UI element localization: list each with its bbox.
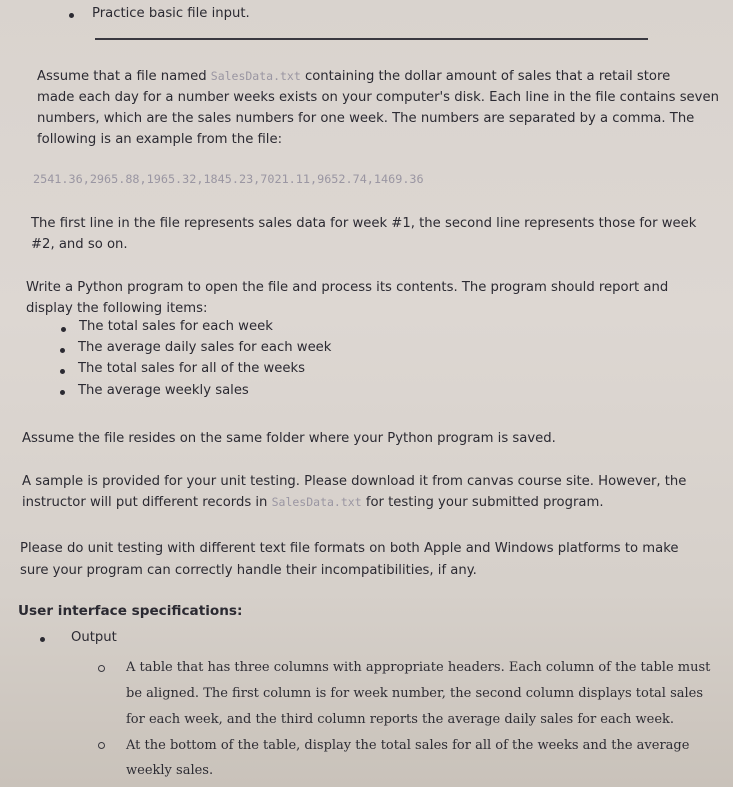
p1-line4: following is an example from the file: <box>37 132 283 147</box>
circle-bullet <box>98 665 105 672</box>
p3-line2: display the following items: <box>26 301 208 316</box>
p1-line3: numbers, which are the sales numbers for one week. The numbers are separated by a comma. The <box>37 111 695 126</box>
bullet-dot <box>60 348 65 353</box>
sub2-line2: weekly sales. <box>126 763 214 778</box>
sub2-line1: At the bottom of the table, display the total sales for all of the weeks and the average <box>126 738 690 753</box>
p4-line: Assume the file resides on the same folder where your Python program is saved. <box>22 431 556 446</box>
sub1-line1: A table that has three columns with appropriate headers. Each column of the table must <box>126 660 711 675</box>
sample-data-line: 2541.36,2965.88,1965.32,1845.23,7021.11,9652.74,1469.36 <box>33 172 424 186</box>
p3-line1: Write a Python program to open the file and process its contents. The program should report and <box>26 280 669 295</box>
p5-line2 <box>22 492 604 513</box>
p1-line1 <box>37 66 670 87</box>
p1-text: Assume that a file named <box>37 69 211 84</box>
p5-text: instructor will put different records in <box>22 495 272 510</box>
filename-code: SalesData.txt <box>210 69 301 83</box>
bullet-dot <box>60 369 65 374</box>
sub1-line3: for each week, and the third column reports the average daily sales for each week. <box>126 712 675 727</box>
list-item: The average weekly sales <box>78 383 249 398</box>
p1-line2: made each day for a number weeks exists on your computer's disk. Each line in the file contains seven <box>37 90 719 105</box>
list-item: The total sales for all of the weeks <box>78 361 306 376</box>
bullet-dot <box>40 637 45 642</box>
ui-spec-heading: User interface specifications: <box>18 603 243 619</box>
list-item: The average daily sales for each week <box>78 340 332 355</box>
output-label: Output <box>71 630 117 645</box>
p6-line2: sure your program can correctly handle their incompatibilities, if any. <box>20 563 477 578</box>
horizontal-rule <box>95 38 648 40</box>
top-bullet-text: Practice basic file input. <box>92 6 250 21</box>
bullet-dot <box>60 390 65 395</box>
p5-text: for testing your submitted program. <box>361 495 604 510</box>
p2-line2: #2, and so on. <box>31 237 128 252</box>
list-item: The total sales for each week <box>79 319 273 334</box>
circle-bullet <box>98 742 105 749</box>
p2-line1: The first line in the file represents sales data for week #1, the second line represents those for week <box>31 216 697 231</box>
p6-line1: Please do unit testing with different text file formats on both Apple and Windows platforms to make <box>20 541 679 556</box>
sub1-line2: be aligned. The first column is for week number, the second column displays total sales <box>126 686 704 701</box>
p1-text: containing the dollar amount of sales that a retail store <box>300 69 671 84</box>
bullet-dot <box>61 327 66 332</box>
bullet-dot <box>69 13 74 18</box>
filename-code: SalesData.txt <box>271 495 362 509</box>
p5-line1: A sample is provided for your unit testing. Please download it from canvas course site. However, the <box>22 474 687 489</box>
